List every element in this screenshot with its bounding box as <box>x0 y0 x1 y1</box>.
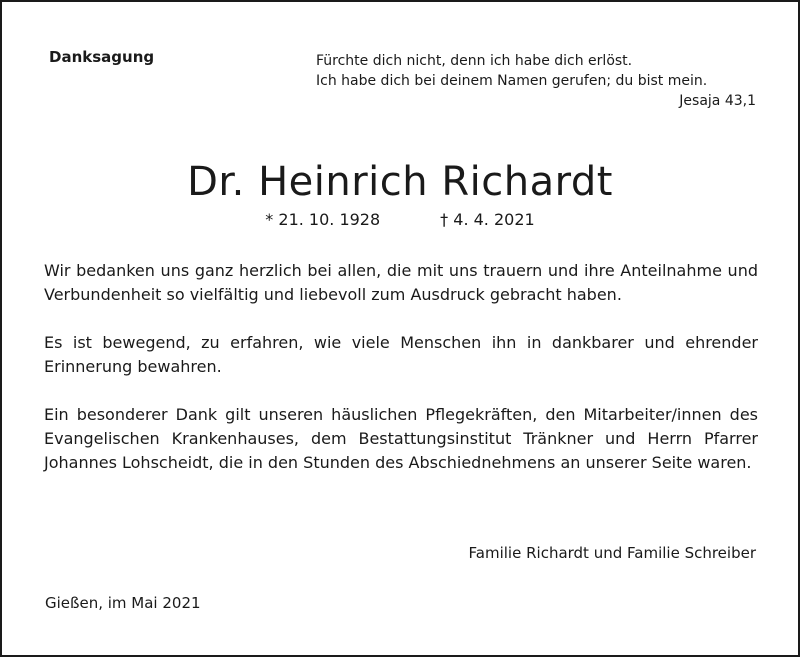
deceased-name: Dr. Heinrich Richardt <box>187 159 613 205</box>
signature: Familie Richardt und Familie Schreiber <box>468 544 756 562</box>
paragraph-2: Es ist bewegend, zu erfahren, wie viele Menschen ihn in dankbarer und ehrender Erinnerung bewahren. <box>44 333 758 376</box>
birth-date: * 21. 10. 1928 <box>265 210 381 229</box>
verse-line-1: Fürchte dich nicht, denn ich habe dich erlöst. <box>316 53 633 69</box>
bible-verse <box>316 51 756 111</box>
place-and-date: Gießen, im Mai 2021 <box>45 594 201 612</box>
life-dates <box>2 210 798 229</box>
verse-line-2: Ich habe dich bei deinem Namen gerufen; du bist mein. <box>316 73 708 89</box>
paragraph-3: Ein besonderer Dank gilt unseren häuslichen Pflegekräften, den Mitarbeiter/innen des Evangelischen Krankenhauses, dem Bestattungsinstitut Tränkner und Herrn Pfarrer Johannes Lohscheidt, die in den Stunden des Abschiednehmens an unserer Seite waren. <box>44 405 758 472</box>
heading: Danksagung <box>49 48 155 66</box>
verse-reference: Jesaja 43,1 <box>679 93 756 109</box>
death-date: † 4. 4. 2021 <box>440 210 535 229</box>
paragraph-1: Wir bedanken uns ganz herzlich bei allen, die mit uns trauern und ihre Anteilnahme und Verbundenheit so vielfältig und liebevoll zum Ausdruck gebracht haben. <box>44 261 758 304</box>
body-text <box>44 259 758 499</box>
